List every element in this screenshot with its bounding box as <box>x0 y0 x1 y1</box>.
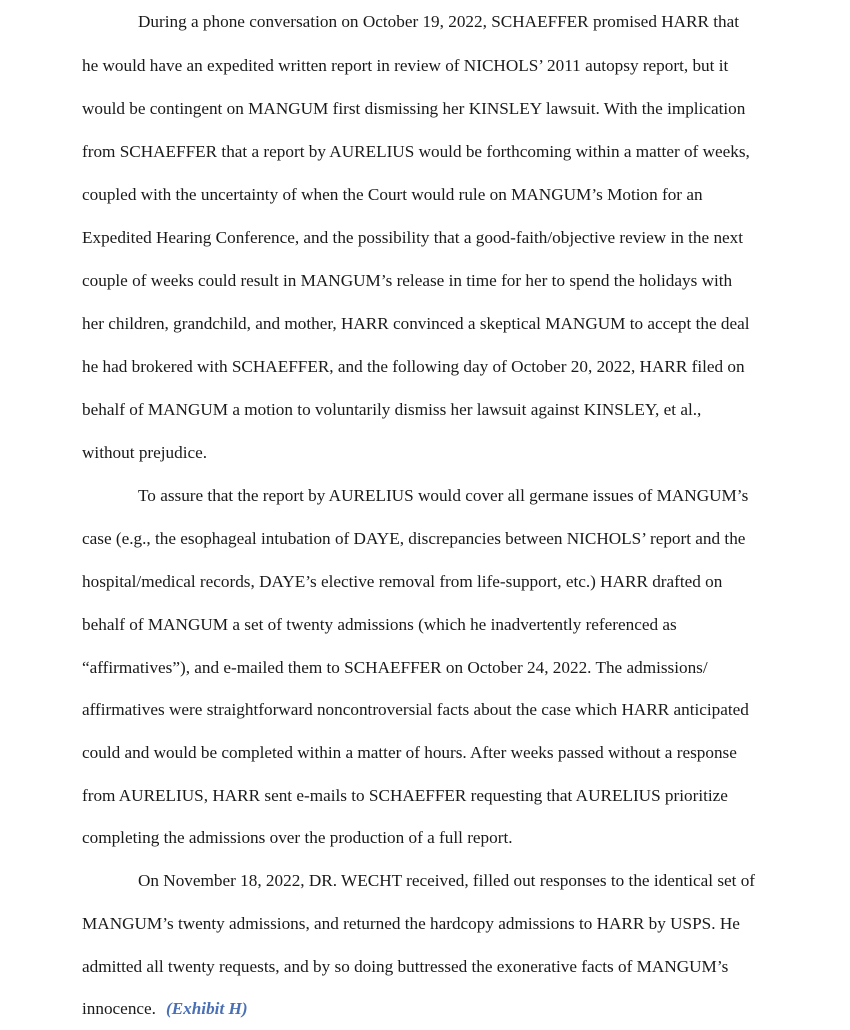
text-line: coupled with the uncertainty of when the Court would rule on MANGUM’s Motion for an <box>82 185 703 204</box>
text-line: behalf of MANGUM a motion to voluntarily dismiss her lawsuit against KINSLEY, et al., <box>82 400 702 419</box>
text-line: from SCHAEFFER that a report by AURELIUS would be forthcoming within a matter of weeks, <box>82 142 750 161</box>
text-line: admitted all twenty requests, and by so doing buttressed the exonerative facts of MANGUM’s <box>82 957 729 976</box>
text-line: To assure that the report by AURELIUS would cover all germane issues of MANGUM’s <box>138 486 749 505</box>
text-line: On November 18, 2022, DR. WECHT received, filled out responses to the identical set of <box>138 871 756 890</box>
text-segment: innocence. <box>82 999 156 1018</box>
text-line: he had brokered with SCHAEFFER, and the following day of October 20, 2022, HARR filed on <box>82 357 745 376</box>
text-line: he would have an expedited written report in review of NICHOLS’ 2011 autopsy report, but it <box>82 56 729 75</box>
text-line: from AURELIUS, HARR sent e-mails to SCHAEFFER requesting that AURELIUS prioritize <box>82 786 728 805</box>
text-line: without prejudice. <box>82 443 208 462</box>
text-line: behalf of MANGUM a set of twenty admissions (which he inadvertently referenced as <box>82 615 677 634</box>
text-line: During a phone conversation on October 19, 2022, SCHAEFFER promised HARR that <box>138 12 740 31</box>
text-line <box>82 998 248 1020</box>
text-line: her children, grandchild, and mother, HARR convinced a skeptical MANGUM to accept the deal <box>82 314 750 333</box>
text-line: would be contingent on MANGUM first dismissing her KINSLEY lawsuit. With the implication <box>82 99 746 118</box>
text-line: “affirmatives”), and e-mailed them to SCHAEFFER on October 24, 2022. The admissions/ <box>82 658 708 677</box>
text-line: could and would be completed within a matter of hours. After weeks passed without a response <box>82 743 737 762</box>
text-line: MANGUM’s twenty admissions, and returned the hardcopy admissions to HARR by USPS. He <box>82 914 740 933</box>
text-line: case (e.g., the esophageal intubation of DAYE, discrepancies between NICHOLS’ report and the <box>82 529 746 548</box>
text-line: hospital/medical records, DAYE’s elective removal from life-support, etc.) HARR drafted on <box>82 572 723 591</box>
text-line: Expedited Hearing Conference, and the possibility that a good-faith/objective review in the next <box>82 228 744 247</box>
exhibit-h-link[interactable]: (Exhibit H) <box>165 999 248 1018</box>
text-line: affirmatives were straightforward noncontroversial facts about the case which HARR anticipated <box>82 700 749 719</box>
text-line: couple of weeks could result in MANGUM’s release in time for her to spend the holidays with <box>82 271 733 290</box>
text-line: completing the admissions over the production of a full report. <box>82 828 513 847</box>
